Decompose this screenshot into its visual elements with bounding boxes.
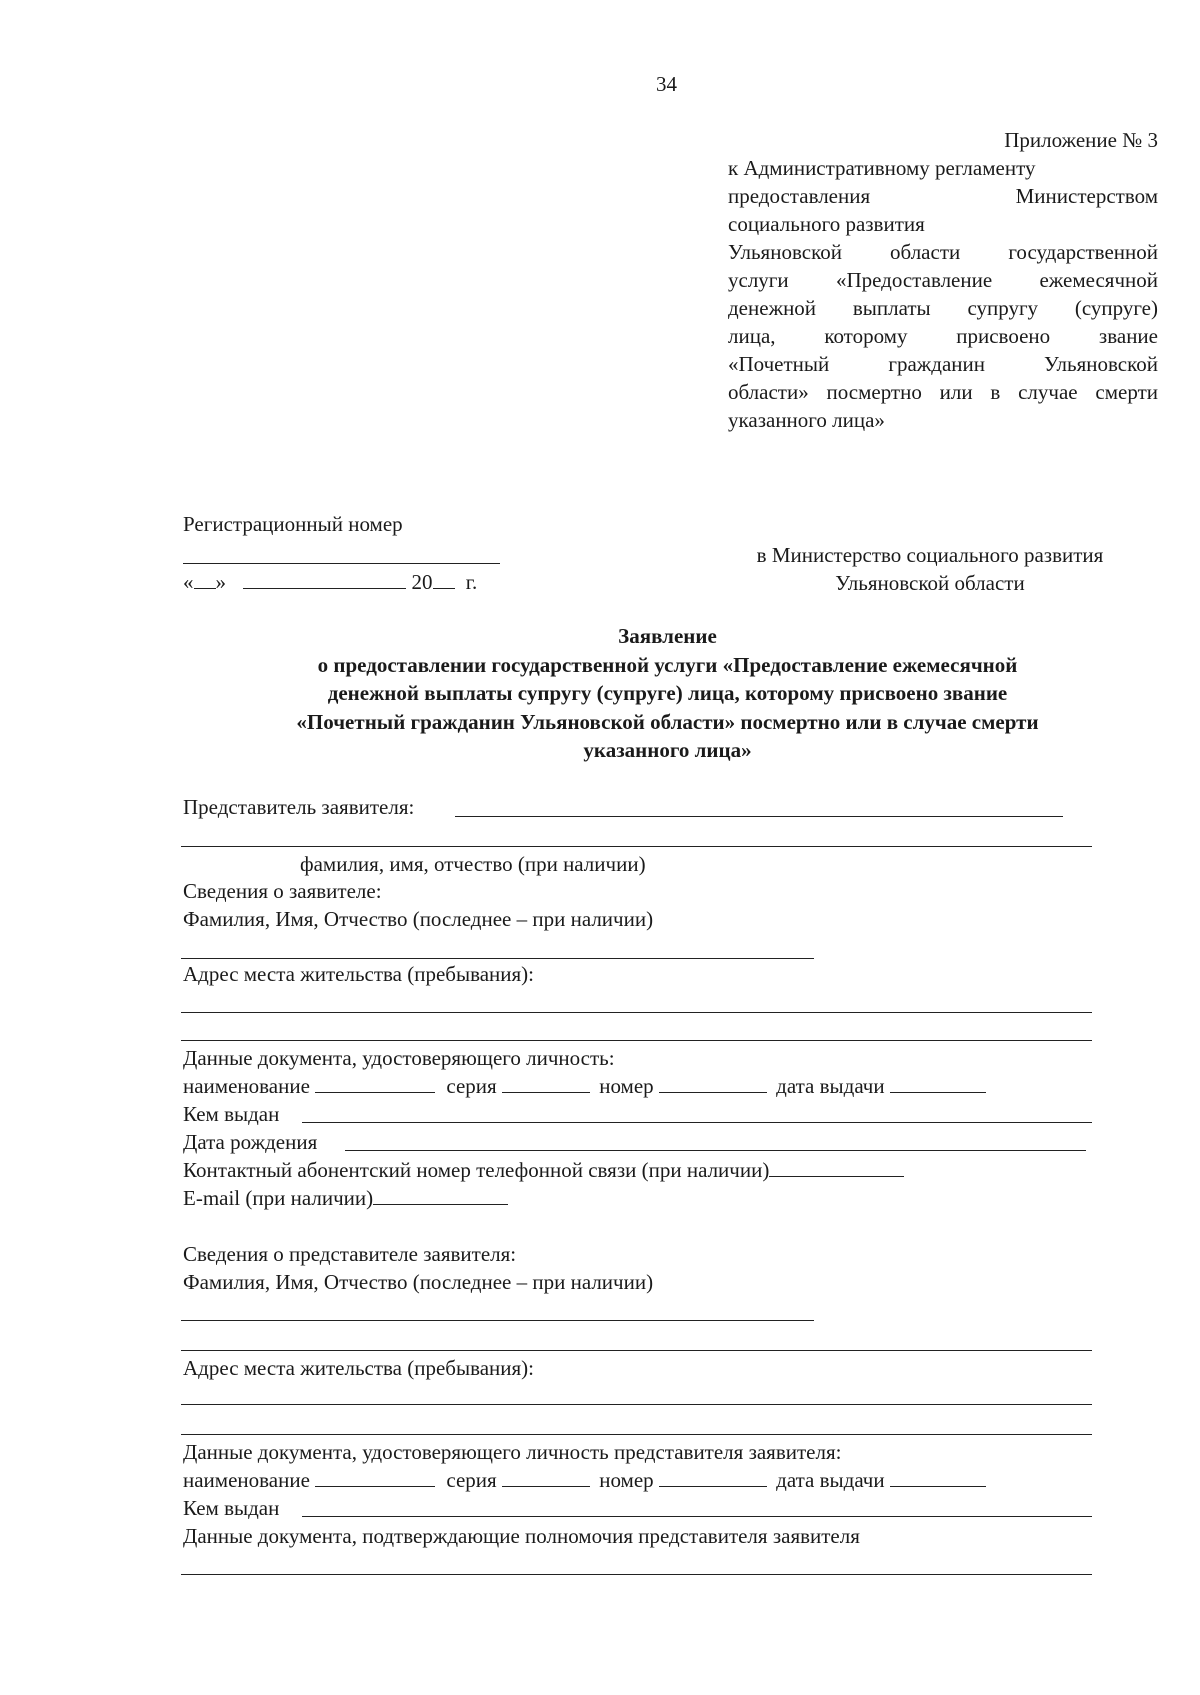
rep-address-field-2[interactable]	[181, 1434, 1092, 1435]
appendix-line-right: Министерством	[1015, 184, 1158, 208]
phone-label: Контактный абонентский номер телефонной связи (при наличии)	[183, 1158, 770, 1182]
rep-fio-label: Фамилия, Имя, Отчество (последнее – при наличии)	[183, 1270, 654, 1294]
rep-doc-number-field[interactable]	[659, 1468, 767, 1487]
birth-date-field[interactable]	[345, 1150, 1086, 1151]
rep-doc-issue-date-label: дата выдачи	[776, 1468, 885, 1492]
appendix-line: «Почетный гражданин Ульяновской	[728, 352, 1158, 376]
issued-by-label: Кем выдан	[183, 1102, 280, 1126]
recipient-block	[700, 541, 1160, 597]
rep-doc-series-field[interactable]	[502, 1468, 590, 1487]
rep-authority-field[interactable]	[181, 1574, 1092, 1575]
phone-row	[183, 1156, 904, 1184]
registration-label: Регистрационный номер	[183, 512, 403, 536]
rep-fio-field-2[interactable]	[181, 1350, 1092, 1351]
representative-field-2[interactable]	[181, 846, 1092, 847]
representative-label: Представитель заявителя:	[183, 795, 415, 819]
rep-issued-by-label: Кем выдан	[183, 1496, 280, 1520]
applicant-address-label: Адрес места жительства (пребывания):	[183, 962, 535, 986]
doc-issue-date-field[interactable]	[890, 1074, 986, 1093]
appendix-line-left: предоставления	[728, 184, 871, 208]
title-line: денежной выплаты супругу (супруге) лица, которому присвоено звание	[327, 681, 1008, 705]
registration-date	[183, 568, 477, 596]
appendix-line	[728, 182, 1158, 210]
email-row	[183, 1184, 508, 1212]
rep-issued-by-field[interactable]	[302, 1516, 1092, 1517]
representative-field[interactable]	[455, 816, 1063, 817]
rep-id-doc-row	[183, 1466, 986, 1494]
appendix-title: Приложение № 3	[1004, 128, 1158, 152]
applicant-address-field[interactable]	[181, 1012, 1092, 1013]
title-heading: Заявление	[618, 624, 717, 648]
appendix-line: области» посмертно или в случае смерти	[728, 380, 1158, 404]
applicant-info-label: Сведения о заявителе:	[183, 879, 382, 903]
year-field[interactable]	[433, 570, 455, 589]
document-title	[180, 622, 1155, 765]
appendix-line: денежной выплаты супругу (супруге)	[728, 296, 1158, 320]
rep-fio-field[interactable]	[181, 1320, 814, 1321]
doc-series-field[interactable]	[502, 1074, 590, 1093]
doc-number-label: номер	[599, 1074, 654, 1098]
rep-authority-label: Данные документа, подтверждающие полномочия представителя заявителя	[183, 1524, 860, 1548]
appendix-line: услуги «Предоставление ежемесячной	[728, 268, 1158, 292]
doc-issue-date-label: дата выдачи	[776, 1074, 885, 1098]
email-label: E-mail (при наличии)	[183, 1186, 374, 1210]
applicant-id-doc-label: Данные документа, удостоверяющего личность:	[183, 1046, 615, 1070]
rep-address-label: Адрес места жительства (пребывания):	[183, 1356, 535, 1380]
applicant-id-doc-row	[183, 1072, 986, 1100]
title-line: о предоставлении государственной услуги «Предоставление ежемесячной	[317, 652, 1018, 677]
rep-doc-name-label: наименование	[183, 1468, 310, 1492]
rep-doc-issue-date-field[interactable]	[890, 1468, 986, 1487]
recipient-line: в Министерство социального развития	[756, 543, 1104, 567]
appendix-line: к Административному регламенту	[728, 156, 1036, 180]
issued-by-field[interactable]	[302, 1122, 1092, 1123]
appendix-line: социального развития	[728, 212, 925, 236]
year-suffix: г.	[465, 570, 478, 594]
date-open-quote: «	[183, 570, 194, 594]
year-prefix: 20	[411, 570, 433, 594]
doc-name-field[interactable]	[315, 1074, 435, 1093]
recipient-line: Ульяновской области	[835, 571, 1025, 595]
registration-number-field[interactable]	[183, 563, 500, 564]
applicant-fio-field[interactable]	[181, 958, 814, 959]
applicant-fio-label: Фамилия, Имя, Отчество (последнее – при наличии)	[183, 907, 654, 931]
month-field[interactable]	[243, 570, 406, 589]
title-line: указанного лица»	[583, 738, 752, 762]
doc-series-label: серия	[446, 1074, 497, 1098]
day-field[interactable]	[194, 570, 216, 589]
rep-doc-number-label: номер	[599, 1468, 654, 1492]
phone-field[interactable]	[769, 1158, 904, 1177]
title-line: «Почетный гражданин Ульяновской области» посмертно или в случае смерти	[296, 709, 1039, 734]
appendix-block	[728, 126, 1158, 434]
rep-address-field[interactable]	[181, 1404, 1092, 1405]
birth-date-label: Дата рождения	[183, 1130, 318, 1154]
email-field[interactable]	[373, 1186, 508, 1205]
page-number: 34	[656, 72, 677, 96]
rep-doc-series-label: серия	[446, 1468, 497, 1492]
doc-number-field[interactable]	[659, 1074, 767, 1093]
appendix-line: лица, которому присвоено звание	[728, 324, 1158, 348]
appendix-line: указанного лица»	[728, 408, 885, 432]
applicant-address-field-2[interactable]	[181, 1040, 1092, 1041]
date-close-quote: »	[215, 570, 226, 594]
fio-caption: фамилия, имя, отчество (при наличии)	[300, 852, 646, 876]
appendix-line: Ульяновской области государственной	[728, 240, 1158, 264]
rep-info-label: Сведения о представителе заявителя:	[183, 1242, 517, 1266]
doc-name-label: наименование	[183, 1074, 310, 1098]
rep-id-doc-label: Данные документа, удостоверяющего личность представителя заявителя:	[183, 1440, 842, 1464]
rep-doc-name-field[interactable]	[315, 1468, 435, 1487]
